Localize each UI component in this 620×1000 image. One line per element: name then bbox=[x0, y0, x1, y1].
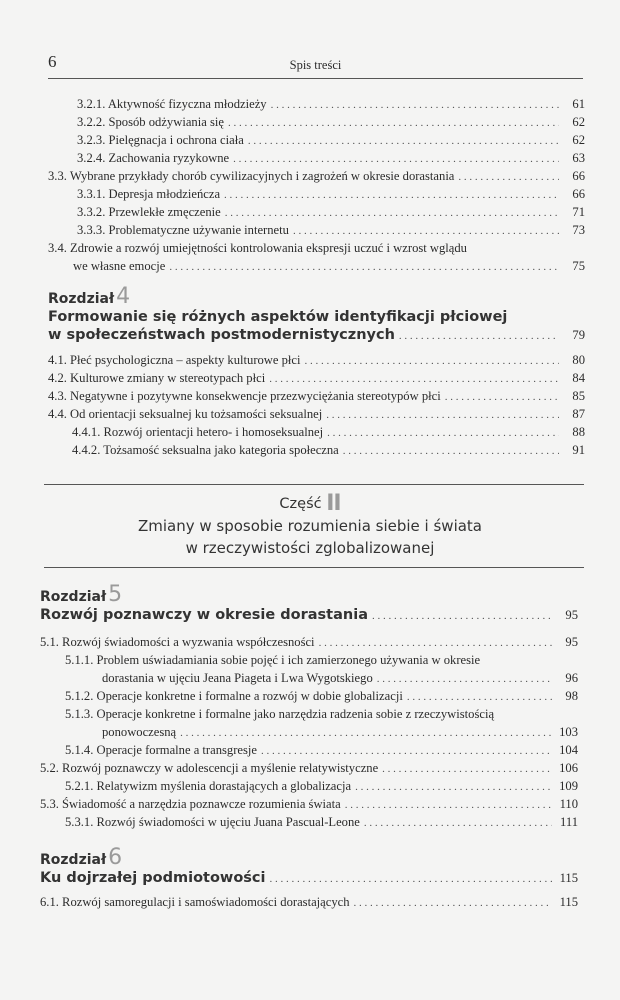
leader-dots bbox=[319, 634, 552, 652]
leader-dots bbox=[248, 132, 559, 150]
leader-dots bbox=[180, 724, 552, 742]
leader-dots bbox=[225, 204, 559, 222]
page-ref: 95 bbox=[565, 608, 578, 622]
leader-dots bbox=[224, 186, 559, 204]
chapter-5-label: Rozdział5 bbox=[40, 582, 123, 607]
page-ref: 104 bbox=[559, 743, 578, 757]
chapter-4-label: Rozdział4 bbox=[48, 284, 131, 309]
leader-dots bbox=[293, 222, 559, 240]
page-ref: 115 bbox=[559, 871, 578, 885]
leader-dots bbox=[372, 610, 552, 622]
page-ref: 84 bbox=[572, 371, 585, 385]
toc-entry[interactable]: 3.3. Wybrane przykłady chorób cywilizacyjnych i zagrożeń w okresie dorastania . . . 66 bbox=[48, 167, 585, 186]
part-2-label: Część II bbox=[279, 491, 341, 516]
page-header bbox=[48, 52, 583, 79]
toc-entry[interactable]: 3.2.1. Aktywność fizyczna młodzieży . . . 61 bbox=[77, 95, 585, 114]
part-divider-bottom bbox=[44, 567, 584, 568]
toc-entry[interactable]: 3.2.4. Zachowania ryzykowne . . . 63 bbox=[77, 149, 585, 168]
toc-entry[interactable]: 5.1.4. Operacje formalne a transgresje . . . 104 bbox=[65, 741, 578, 760]
page-ref: 80 bbox=[572, 353, 585, 367]
leader-dots bbox=[399, 330, 559, 342]
page-ref: 106 bbox=[559, 761, 578, 775]
toc-entry[interactable]: 3.2.2. Sposób odżywiania się . . . 62 bbox=[77, 113, 585, 132]
chapter-number: 6 bbox=[108, 845, 123, 870]
toc-entry[interactable]: 3.3.1. Depresja młodzieńcza . . . 66 bbox=[77, 185, 585, 204]
chapter-number: 5 bbox=[108, 582, 123, 607]
page-ref: 66 bbox=[572, 169, 585, 183]
toc-entry[interactable]: 5.3.1. Rozwój świadomości w ujęciu Juana Pascual-Leone . . . 111 bbox=[65, 813, 578, 832]
page-ref: 115 bbox=[559, 895, 578, 909]
page-ref: 87 bbox=[572, 407, 585, 421]
chapter-6-label: Rozdział6 bbox=[40, 845, 123, 870]
toc-entry-continuation[interactable]: we własne emocje . . . 75 bbox=[73, 257, 585, 276]
leader-dots bbox=[228, 114, 559, 132]
leader-dots bbox=[169, 258, 559, 276]
leader-dots bbox=[233, 150, 559, 168]
leader-dots bbox=[327, 424, 559, 442]
page-ref: 96 bbox=[565, 671, 578, 685]
leader-dots bbox=[271, 96, 559, 114]
leader-dots bbox=[407, 688, 552, 706]
page-ref: 110 bbox=[559, 797, 578, 811]
chapter-number: 4 bbox=[116, 284, 131, 309]
page-ref: 85 bbox=[572, 389, 585, 403]
toc-entry[interactable]: 4.4.1. Rozwój orientacji hetero- i homoseksualnej . . . 88 bbox=[72, 423, 585, 442]
toc-entry[interactable]: 5.2.1. Relatywizm myślenia dorastających a globalizacja . . . 109 bbox=[65, 777, 578, 796]
leader-dots bbox=[326, 406, 559, 424]
page-ref: 98 bbox=[565, 689, 578, 703]
part-roman-numeral: II bbox=[326, 491, 341, 516]
toc-entry[interactable]: 3.3.2. Przewlekłe zmęczenie . . . 71 bbox=[77, 203, 585, 222]
page-ref: 109 bbox=[559, 779, 578, 793]
page-ref: 103 bbox=[559, 725, 578, 739]
toc-entry-first-line[interactable]: 5.1.1. Problem uświadamiania sobie pojęć i ich zamierzonego używania w okresie bbox=[65, 653, 481, 667]
leader-dots bbox=[445, 388, 559, 406]
page-ref: 91 bbox=[572, 443, 585, 457]
leader-dots bbox=[345, 796, 552, 814]
leader-dots bbox=[364, 814, 552, 832]
page-ref: 71 bbox=[572, 205, 585, 219]
leader-dots bbox=[354, 894, 552, 912]
page-ref: 63 bbox=[572, 151, 585, 165]
leader-dots bbox=[305, 352, 559, 370]
chapter-6-title[interactable]: Ku dojrzałej podmiotowości . . . 115 bbox=[40, 870, 578, 886]
toc-entry[interactable]: 4.2. Kulturowe zmiany w stereotypach płci . . . 84 bbox=[48, 369, 585, 388]
leader-dots bbox=[458, 168, 559, 186]
page-ref: 62 bbox=[572, 115, 585, 129]
leader-dots bbox=[355, 778, 552, 796]
leader-dots bbox=[269, 370, 559, 388]
page-ref: 79 bbox=[572, 328, 585, 342]
toc-entry[interactable]: 3.3.3. Problematyczne używanie internetu . . . 73 bbox=[77, 221, 585, 240]
chapter-4-title-line1[interactable]: Formowanie się różnych aspektów identyfikacji płciowej bbox=[48, 309, 508, 325]
toc-entry[interactable]: 5.1.2. Operacje konkretne i formalne a rozwój w dobie globalizacji . . . 98 bbox=[65, 687, 578, 706]
toc-entry[interactable]: 6.1. Rozwój samoregulacji i samoświadomości dorastających . . . 115 bbox=[40, 893, 578, 912]
toc-entry[interactable]: 4.1. Płeć psychologiczna – aspekty kulturowe płci . . . 80 bbox=[48, 351, 585, 370]
page-ref: 111 bbox=[560, 815, 578, 829]
page-ref: 75 bbox=[572, 259, 585, 273]
page-number: 6 bbox=[48, 52, 57, 71]
toc-entry[interactable]: 5.3. Świadomość a narzędzia poznawcze rozumienia świata . . . 110 bbox=[40, 795, 578, 814]
toc-entry-first-line[interactable]: 5.1.3. Operacje konkretne i formalne jako narzędzia radzenia sobie z rzeczywistością bbox=[65, 707, 495, 721]
toc-entry[interactable]: 4.3. Negatywne i pozytywne konsekwencje przezwyciężania stereotypów płci . . . 85 bbox=[48, 387, 585, 406]
leader-dots bbox=[377, 670, 552, 688]
leader-dots bbox=[261, 742, 552, 760]
leader-dots bbox=[382, 760, 552, 778]
toc-entry[interactable]: 3.2.3. Pielęgnacja i ochrona ciała . . . 62 bbox=[77, 131, 585, 150]
page-ref: 73 bbox=[572, 223, 585, 237]
page-ref: 88 bbox=[572, 425, 585, 439]
page-ref: 62 bbox=[572, 133, 585, 147]
toc-entry-continuation[interactable]: dorastania w ujęciu Jeana Piageta i Lwa Wygotskiego . . . 96 bbox=[102, 669, 578, 688]
toc-entry[interactable]: 5.2. Rozwój poznawczy w adolescencji a myślenie relatywistyczne . . . 106 bbox=[40, 759, 578, 778]
page-ref: 66 bbox=[572, 187, 585, 201]
chapter-5-title[interactable]: Rozwój poznawczy w okresie dorastania . . . 95 bbox=[40, 607, 578, 623]
part-2-title-line1[interactable]: Zmiany w sposobie rozumienia siebie i świata bbox=[137, 517, 482, 535]
part-2-title-line2[interactable]: w rzeczywistości zglobalizowanej bbox=[185, 539, 435, 557]
part-divider-top bbox=[44, 484, 584, 485]
leader-dots bbox=[343, 442, 559, 460]
page-ref: 95 bbox=[565, 635, 578, 649]
page-ref: 61 bbox=[572, 97, 585, 111]
toc-entry[interactable]: 4.4.2. Tożsamość seksualna jako kategoria społeczna . . . 91 bbox=[72, 441, 585, 460]
toc-entry[interactable]: 4.4. Od orientacji seksualnej ku tożsamości seksualnej . . . 87 bbox=[48, 405, 585, 424]
toc-entry[interactable]: 5.1. Rozwój świadomości a wyzwania współczesności . . . 95 bbox=[40, 633, 578, 652]
leader-dots bbox=[269, 873, 552, 885]
running-title: Spis treści bbox=[289, 58, 342, 72]
chapter-4-title-line2[interactable]: w społeczeństwach postmodernistycznych . . . 79 bbox=[48, 327, 585, 343]
toc-entry-continuation[interactable]: ponowoczesną . . . 103 bbox=[102, 723, 578, 742]
toc-entry-first-line[interactable]: 3.4. Zdrowie a rozwój umiejętności kontrolowania ekspresji uczuć i wzrost wglądu bbox=[48, 241, 467, 255]
